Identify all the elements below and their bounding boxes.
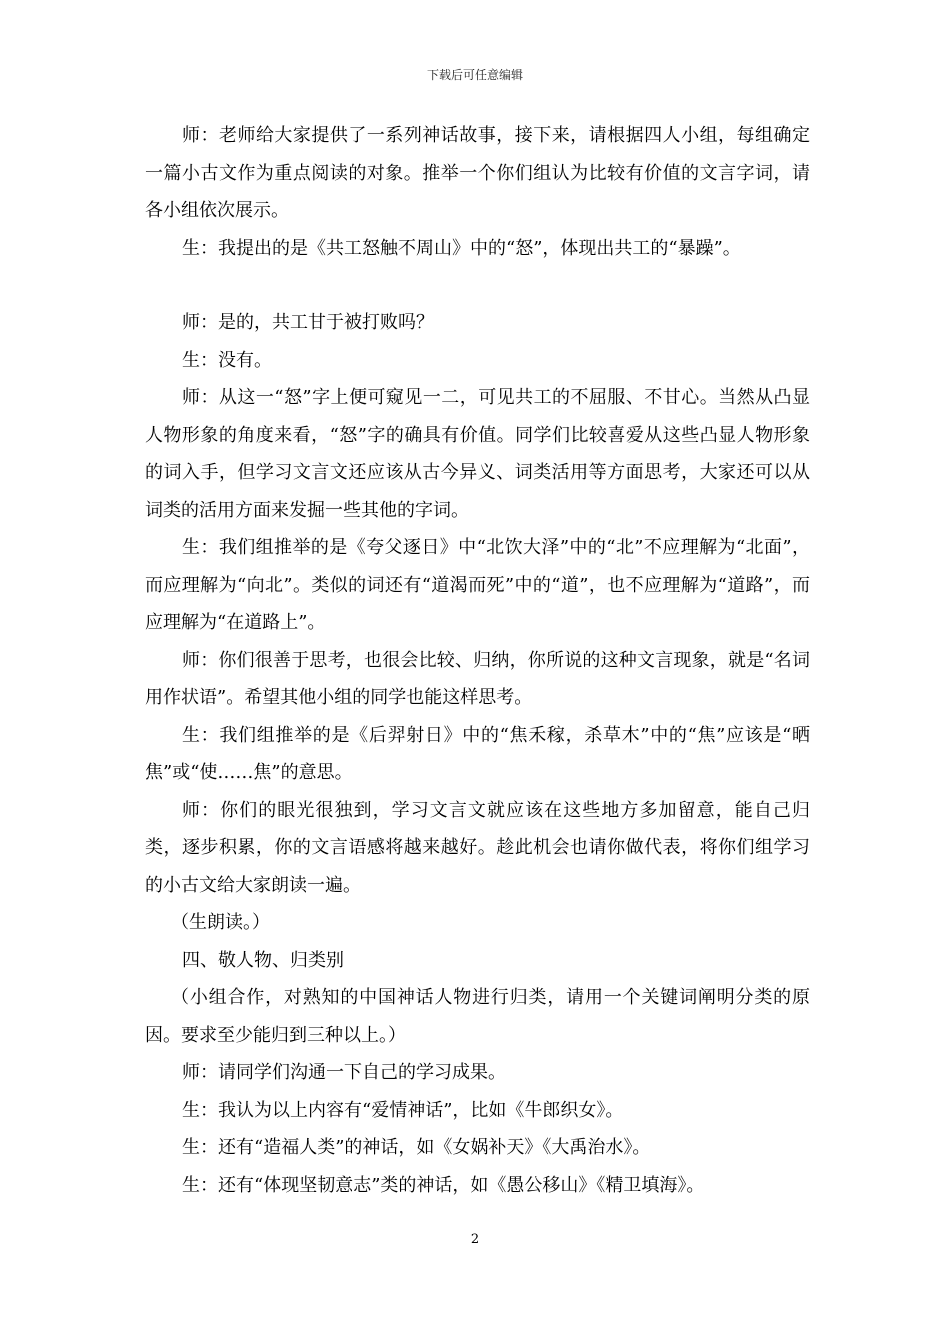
- page-number: 2: [470, 1232, 480, 1247]
- paragraph-teacher-praise: 师：你们的眼光很独到，学习文言文就应该在这些地方多加留意，能自己归类，逐步积累，你的文言语感将越来越好。趁此机会也请你做代表，将你们组学习的小古文给大家朗读一遍。: [145, 799, 810, 896]
- paragraph-student-gonggong: 生：我提出的是《共工怒触不周山》中的“怒”，体现出共工的“暴躁”。: [182, 237, 741, 259]
- paragraph-teacher-nu: 师：从这一“怒”字上便可窥见一二，可见共工的不屈服、不甘心。当然从凸显人物形象的角度来看，“怒”字的确具有价值。同学们比较喜爱从这些凸显人物形象的词入手，但学习文言文还应该从古今异义、词类活用等方面思考，大家还可以从词类的活用方面来发掘一些其他的字词。: [145, 387, 810, 521]
- paragraph-teacher-question: 师：是的，共工甘于被打败吗？: [182, 312, 434, 333]
- paragraph-student-benefit: 生：还有“造福人类”的神话，如《女娲补天》《大禹治水》。: [182, 1137, 651, 1158]
- section-heading: 四、敬人物、归类别: [182, 949, 344, 971]
- paragraph-group-task: （小组合作，对熟知的中国神话人物进行归类，请用一个关键词阐明分类的原因。要求至少能归到三种以上。）: [145, 987, 810, 1046]
- paragraph-student-reading: （生朗读。）: [171, 912, 270, 933]
- paragraph-teacher-intro: 师：老师给大家提供了一系列神话故事，接下来，请根据四人小组，每组确定一篇小古文作为重点阅读的对象。推举一个你们组认为比较有价值的文言字词，请各小组依次展示。: [145, 125, 810, 221]
- document-body: [145, 117, 810, 1204]
- page-header: 下载后可任意编辑: [426, 68, 523, 82]
- paragraph-gap: [145, 267, 810, 304]
- paragraph-teacher-share: 师：请同学们沟通一下自己的学习成果。: [182, 1062, 506, 1083]
- paragraph-teacher-adverbial: 师：你们很善于思考，也很会比较、归纳，你所说的这种文言现象，就是“名词用作状语”。希望其他小组的同学也能这样思考。: [145, 649, 810, 708]
- paragraph-student-will: 生：还有“体现坚韧意志”类的神话，如《愚公移山》《精卫填海》。: [182, 1174, 705, 1196]
- paragraph-student-houyi: 生：我们组推举的是《后羿射日》中的“焦禾稼，杀草木”中的“焦”应该是“晒焦”或“使……焦”的意思。: [145, 724, 810, 783]
- paragraph-student-kuafu: 生：我们组推举的是《夸父逐日》中“北饮大泽”中的“北”不应理解为“北面”，而应理解为“向北”。类似的词还有“道渴而死”中的“道”，也不应理解为“道路”，而应理解为“在道路上”。: [145, 537, 810, 633]
- paragraph-student-love: 生：我认为以上内容有“爱情神话”，比如《牛郎织女》。: [182, 1099, 624, 1121]
- paragraph-student-answer: 生：没有。: [182, 349, 272, 371]
